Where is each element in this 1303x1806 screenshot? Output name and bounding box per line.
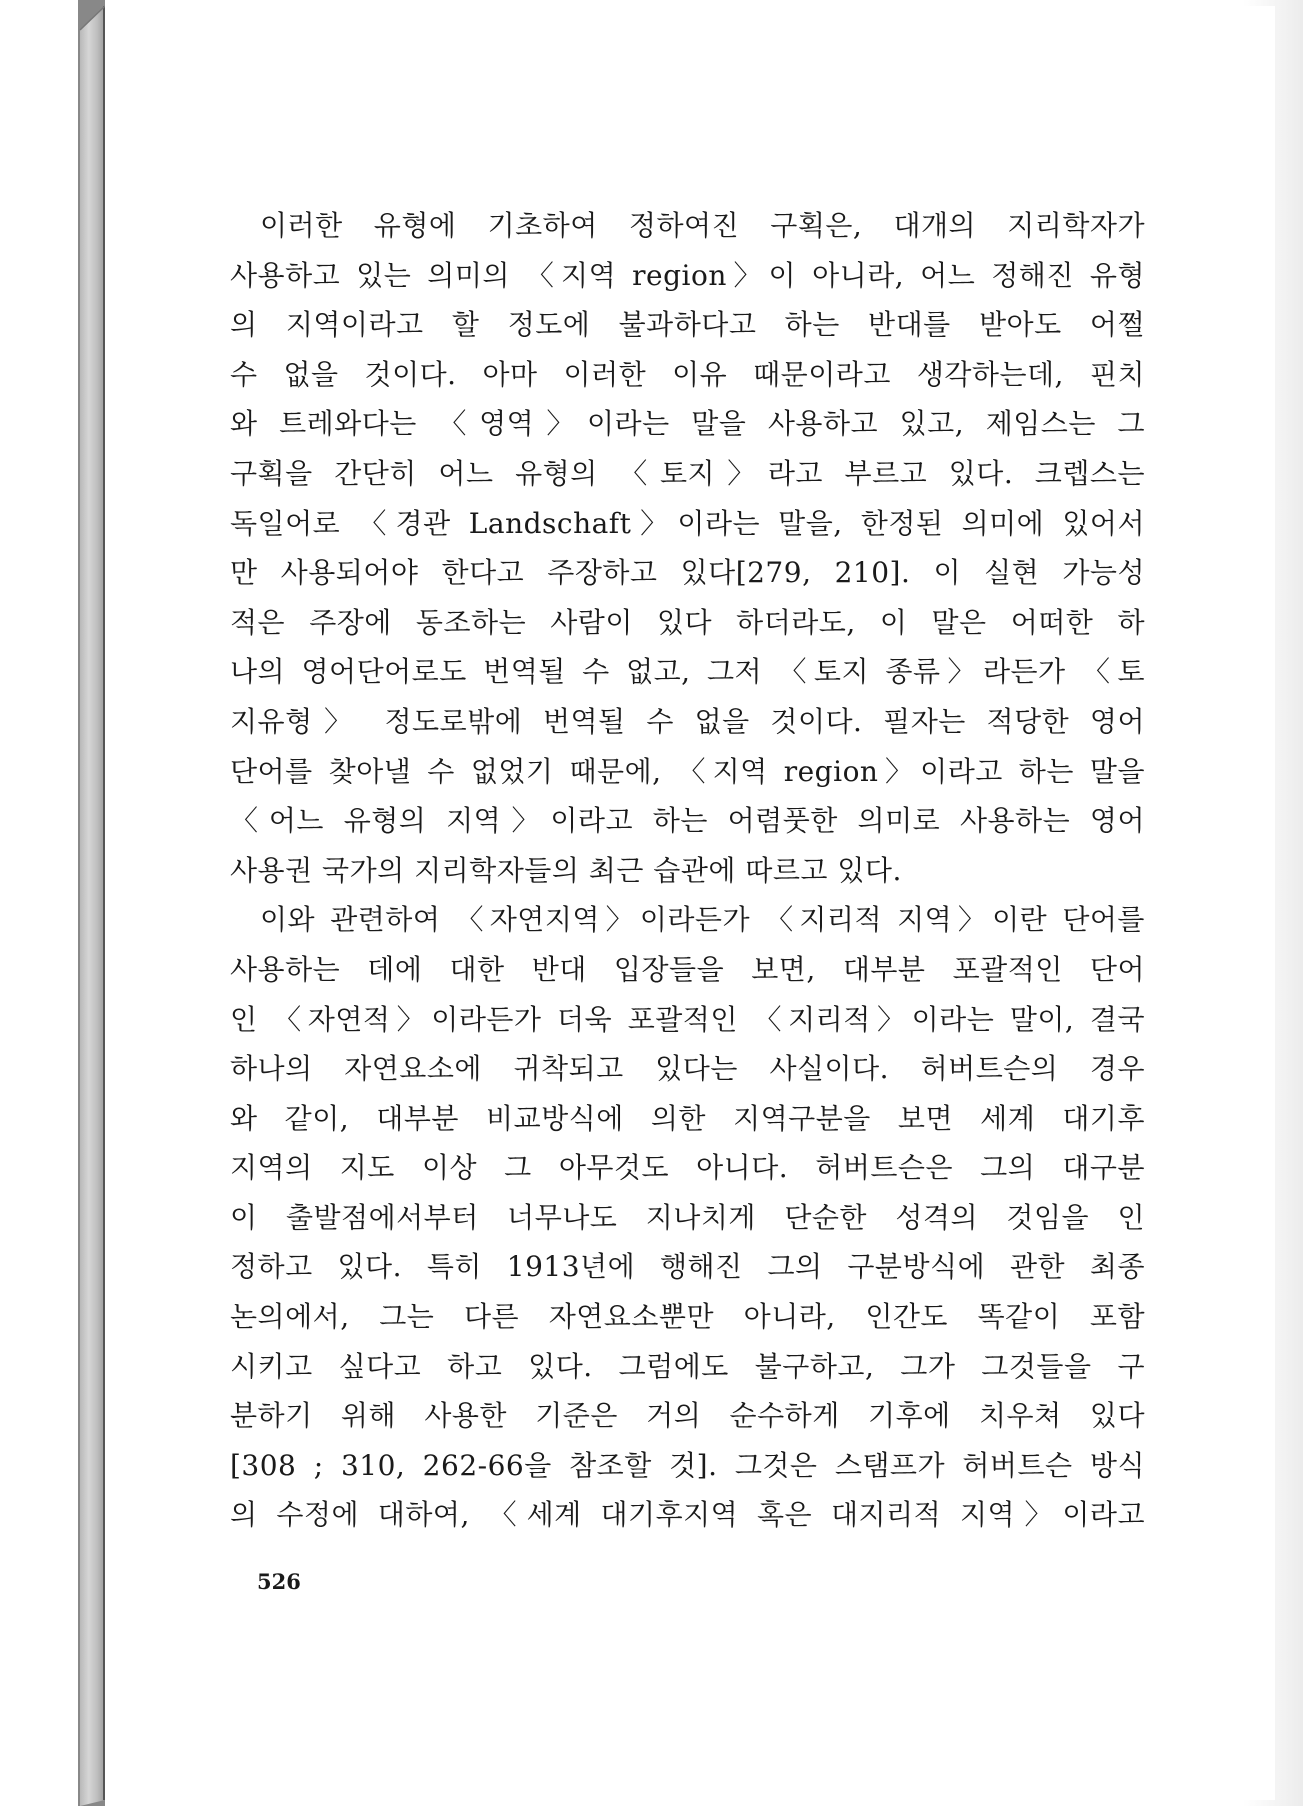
text-line: 적은 주장에 동조하는 사람이 있다 하더라도, 이 말은 어떠한 하 bbox=[230, 605, 1145, 639]
book-spine-graphic bbox=[0, 0, 105, 1806]
text-line: 정하고 있다. 특히 1913년에 행해진 그의 구분방식에 관한 최종 bbox=[230, 1250, 1145, 1284]
text-line: 이와 관련하여 〈자연지역〉이라든가 〈지리적 지역〉이란 단어를 bbox=[260, 903, 1145, 937]
text-line: 논의에서, 그는 다른 자연요소뿐만 아니라, 인간도 똑같이 포함 bbox=[230, 1300, 1145, 1334]
text-line: 사용하고 있는 의미의 〈지역 region〉이 아니라, 어느 정해진 유형 bbox=[230, 258, 1145, 292]
text-line: 수 없을 것이다. 아마 이러한 이유 때문이라고 생각하는데, 핀치 bbox=[230, 357, 1145, 391]
text-line: 구획을 간단히 어느 유형의 〈토지〉라고 부르고 있다. 크렙스는 bbox=[230, 456, 1145, 490]
body-text bbox=[230, 201, 1145, 1540]
text-line: [308 ; 310, 262-66을 참조할 것]. 그것은 스탬프가 허버트슨 방식 bbox=[230, 1448, 1145, 1482]
text-line: 〈어느 유형의 지역〉이라고 하는 어렴풋한 의미로 사용하는 영어 bbox=[230, 804, 1145, 838]
text-line: 인 〈자연적〉이라든가 더욱 포괄적인 〈지리적〉이라는 말이, 결국 bbox=[230, 1002, 1145, 1036]
book-spine bbox=[0, 0, 105, 1806]
text-line: 이러한 유형에 기초하여 정하여진 구획은, 대개의 지리학자가 bbox=[260, 209, 1145, 242]
text-line: 독일어로 〈경관 Landschaft〉이라는 말을, 한정된 의미에 있어서 bbox=[230, 506, 1145, 540]
text-line: 시키고 싶다고 하고 있다. 그럼에도 불구하고, 그가 그것들을 구 bbox=[230, 1349, 1145, 1383]
text-line: 만 사용되어야 한다고 주장하고 있다[279, 210]. 이 실현 가능성 bbox=[230, 556, 1145, 590]
text-line: 의 수정에 대하여, 〈세계 대기후지역 혹은 대지리적 지역〉이라고 bbox=[230, 1498, 1145, 1532]
text-line: 사용하는 데에 대한 반대 입장들을 보면, 대부분 포괄적인 단어 bbox=[230, 952, 1145, 986]
book-page bbox=[105, 6, 1275, 1800]
text-line: 와 트레와다는 〈영역〉이라는 말을 사용하고 있고, 제임스는 그 bbox=[230, 407, 1145, 441]
text-line: 나의 영어단어로도 번역될 수 없고, 그저 〈토지 종류〉라든가 〈토 bbox=[230, 655, 1145, 689]
text-line: 와 같이, 대부분 비교방식에 의한 지역구분을 보면 세계 대기후 bbox=[230, 1101, 1145, 1135]
text-line: 하나의 자연요소에 귀착되고 있다는 사실이다. 허버트슨의 경우 bbox=[230, 1052, 1145, 1086]
page-number: 526 bbox=[257, 1569, 301, 1594]
text-line: 지역의 지도 이상 그 아무것도 아니다. 허버트슨은 그의 대구분 bbox=[230, 1151, 1145, 1185]
text-line: 지유형〉 정도로밖에 번역될 수 없을 것이다. 필자는 적당한 영어 bbox=[230, 704, 1145, 738]
text-line: 단어를 찾아낼 수 없었기 때문에, 〈지역 region〉이라고 하는 말을 bbox=[230, 754, 1145, 788]
text-line: 사용권 국가의 지리학자들의 최근 습관에 따르고 있다. bbox=[230, 853, 902, 887]
text-line: 이 출발점에서부터 너무나도 지나치게 단순한 성격의 것임을 인 bbox=[230, 1200, 1145, 1234]
text-line: 분하기 위해 사용한 기준은 거의 순수하게 기후에 치우쳐 있다 bbox=[230, 1399, 1145, 1433]
text-line: 의 지역이라고 할 정도에 불과하다고 하는 반대를 받아도 어쩔 bbox=[230, 308, 1145, 342]
